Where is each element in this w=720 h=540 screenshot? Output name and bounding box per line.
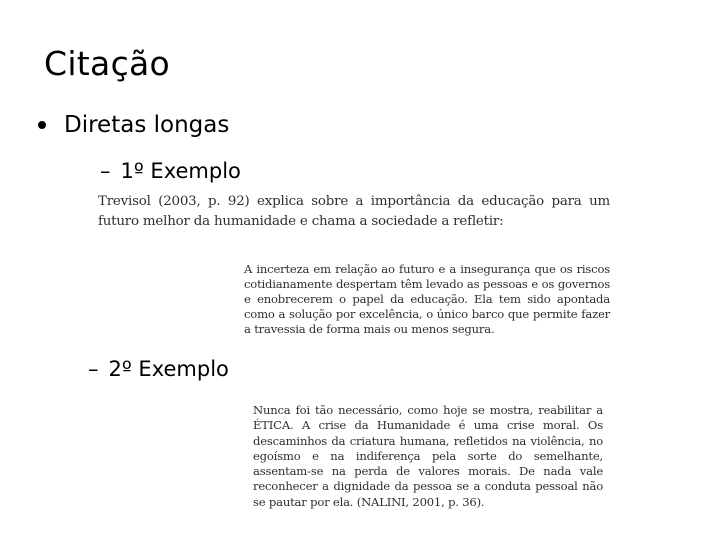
example-1-block-quote: A incerteza em relação ao futuro e a insegurança que os riscos cotidianamente despertam têm levado as pessoas e os governos e enobrecerem o papel da educação. Ela tem sido apontada como a solução por excelência, o único barco que permite fazer a travessia de forma mais ou menos segura. [244,262,610,336]
slide-title: Citação [44,44,171,83]
bullet-item [38,112,229,138]
example-1-intro-text: Trevisol (2003, p. 92) explica sobre a importância da educação para um futuro melhor da humanidade e chama a sociedade a refletir: [98,194,610,229]
dash-icon: – [88,357,99,381]
bullet-dot-icon [38,121,46,129]
sub-bullet-label: 2º Exemplo [108,357,229,381]
dash-icon: – [100,159,111,183]
example-2-block-quote: Nunca foi tão necessário, como hoje se mostra, reabilitar a ÉTICA. A crise da Humanidade é uma crise moral. Os descaminhos da criatura humana, refletidos na violência, no egoísmo e na indiferença pela sorte do semelhante, assentam-se na perda de valores morais. De nada vale reconhecer a dignidade da pessoa se a conduta pessoal não se pautar por ela. (NALINI, 2001, p. 36). [253,403,603,509]
sub-bullet-example-1 [100,159,241,183]
bullet-label: Diretas longas [64,112,230,138]
sub-bullet-example-2 [88,357,229,381]
sub-bullet-label: 1º Exemplo [120,159,241,183]
